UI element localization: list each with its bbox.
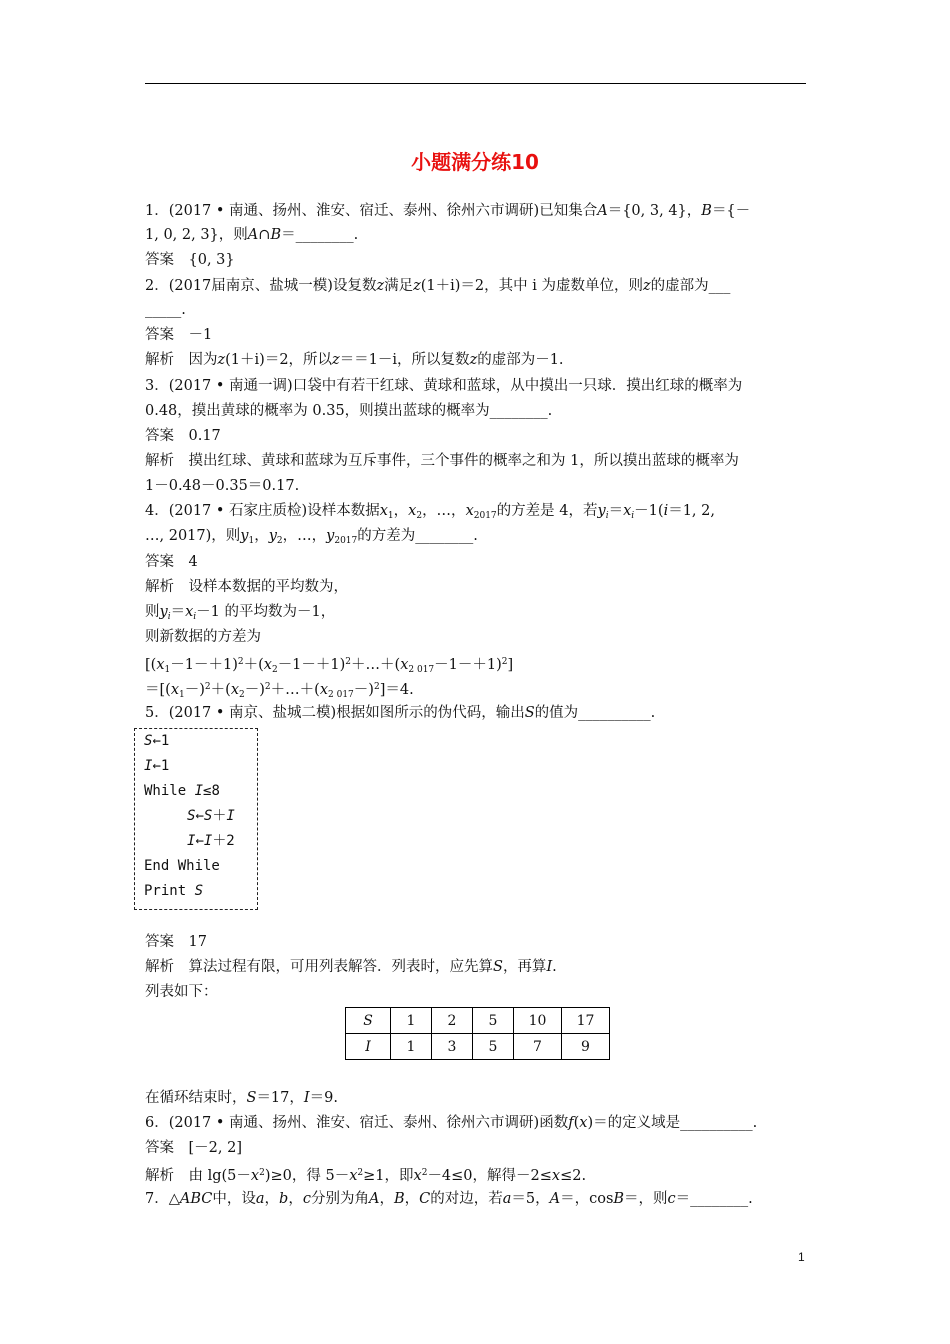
q6-line1: 6．(2017 • 南通、扬州、淮安、宿迁、泰州、徐州六市调研)函数f(x)＝的定义域是__________. <box>145 1115 758 1131</box>
q5-end: 在循环结束时，S＝17，I＝9. <box>145 1090 338 1106</box>
q4-formula-1: $[(x_1-1-+1)^2+(x_2-1-+1)^2+\dots+(x_{2 017}-1-+1)^2]$ <box>145 657 514 675</box>
q2-analysis: 解析 因为z(1＋i)＝2，所以z＝＝1－i，所以复数z的虚部为－1. <box>145 352 564 368</box>
q5-analysis-2: 列表如下： <box>145 984 218 1000</box>
table-cell: 5 <box>473 1034 514 1060</box>
table-cell: 1 <box>391 1008 432 1034</box>
q3-analysis-2: 1－0.48－0.35＝0.17. <box>145 478 300 494</box>
table-cell: 17 <box>562 1008 610 1034</box>
q6-analysis: 解析 由 $\lg(5-x^2)\ge 0$，得 $5-x^2\ge 1$，即$x^2-4\le 0$，解得－2≤x≤2. <box>145 1168 587 1184</box>
code-line-4: S←S＋I <box>187 808 235 824</box>
q2-line2: _____. <box>145 302 186 318</box>
table-cell: 9 <box>562 1034 610 1060</box>
q6-answer: 答案 [－2, 2] <box>145 1140 242 1156</box>
q3-answer: 答案 0.17 <box>145 428 221 444</box>
table-cell: 7 <box>514 1034 562 1060</box>
table-cell: I <box>346 1034 391 1060</box>
page-number: 1 <box>798 1250 805 1264</box>
q4-formula-2: $=[(x_1-)^2+(x_2-)^2+\dots+(x_{2 017}-)^2]=4$. <box>145 682 414 700</box>
q2-answer: 答案 －1 <box>145 327 213 343</box>
q2-line1: 2．(2017届南京、盐城一模)设复数z满足z(1＋i)＝2，其中 i 为虚数单位，则z的虚部为___ <box>145 278 731 294</box>
code-line-2: I←1 <box>144 758 170 774</box>
q5-analysis-1: 解析 算法过程有限，可用列表解答．列表时，应先算S，再算I. <box>145 959 557 975</box>
table-cell: S <box>346 1008 391 1034</box>
q7-line1: 7．△ABC中，设a，b，c分别为角A，B，C的对边，若a＝5，A＝，cosB＝，则c＝________. <box>145 1191 753 1207</box>
code-line-1: S←1 <box>144 733 170 749</box>
code-line-7: Print S <box>144 883 204 899</box>
code-line-3: While I≤8 <box>144 783 220 799</box>
q1-line2: 1, 0, 2, 3}，则A∩B＝________. <box>145 227 359 243</box>
table-cell: 5 <box>473 1008 514 1034</box>
table-cell: 2 <box>432 1008 473 1034</box>
table-cell: 1 <box>391 1034 432 1060</box>
code-line-6: End While <box>144 858 220 874</box>
page-title: 小题满分练10 <box>411 150 539 174</box>
loop-table <box>345 1007 610 1060</box>
q4-analysis-3: 则新数据的方差为 <box>145 629 261 645</box>
q3-line1: 3．(2017 • 南通一调)口袋中有若干红球、黄球和蓝球，从中摸出一只球．摸出红球的概率为 <box>145 378 743 394</box>
q4-analysis-1: 解析 设样本数据的平均数为， <box>145 579 348 595</box>
q4-analysis-2: 则$y_i=x_i-1$ 的平均数为－1， <box>145 604 336 622</box>
q1-line1: 1．(2017 • 南通、扬州、淮安、宿迁、泰州、徐州六市调研)已知集合A＝{0, 3, 4}，B＝{－ <box>145 203 751 219</box>
table-cell: 3 <box>432 1034 473 1060</box>
table-row <box>346 1034 610 1060</box>
q4-answer: 答案 4 <box>145 554 198 570</box>
q5-line1: 5．(2017 • 南京、盐城二模)根据如图所示的伪代码，输出S的值为__________. <box>145 705 656 721</box>
table-row <box>346 1008 610 1034</box>
q3-line2: 0.48，摸出黄球的概率为 0.35，则摸出蓝球的概率为________. <box>145 403 553 419</box>
code-line-5: I←I＋2 <box>187 833 235 849</box>
q4-line1: 4．(2017 • 石家庄质检)设样本数据$x_1$，$x_2$，…，$x_{2017}$的方差是 4，若$y_i=x_i-1(i=1$, 2, <box>145 503 715 521</box>
q1-answer: 答案 {0, 3} <box>145 252 235 268</box>
q3-analysis-1: 解析 摸出红球、黄球和蓝球为互斥事件，三个事件的概率之和为 1，所以摸出蓝球的概率为 <box>145 453 739 469</box>
q4-line2: …, 2017)，则$y_1$，$y_2$，…，$y_{2017}$的方差为________. <box>145 528 478 546</box>
header-rule <box>145 83 806 84</box>
q5-answer: 答案 17 <box>145 934 207 950</box>
table-cell: 10 <box>514 1008 562 1034</box>
pseudocode-box <box>134 728 258 910</box>
